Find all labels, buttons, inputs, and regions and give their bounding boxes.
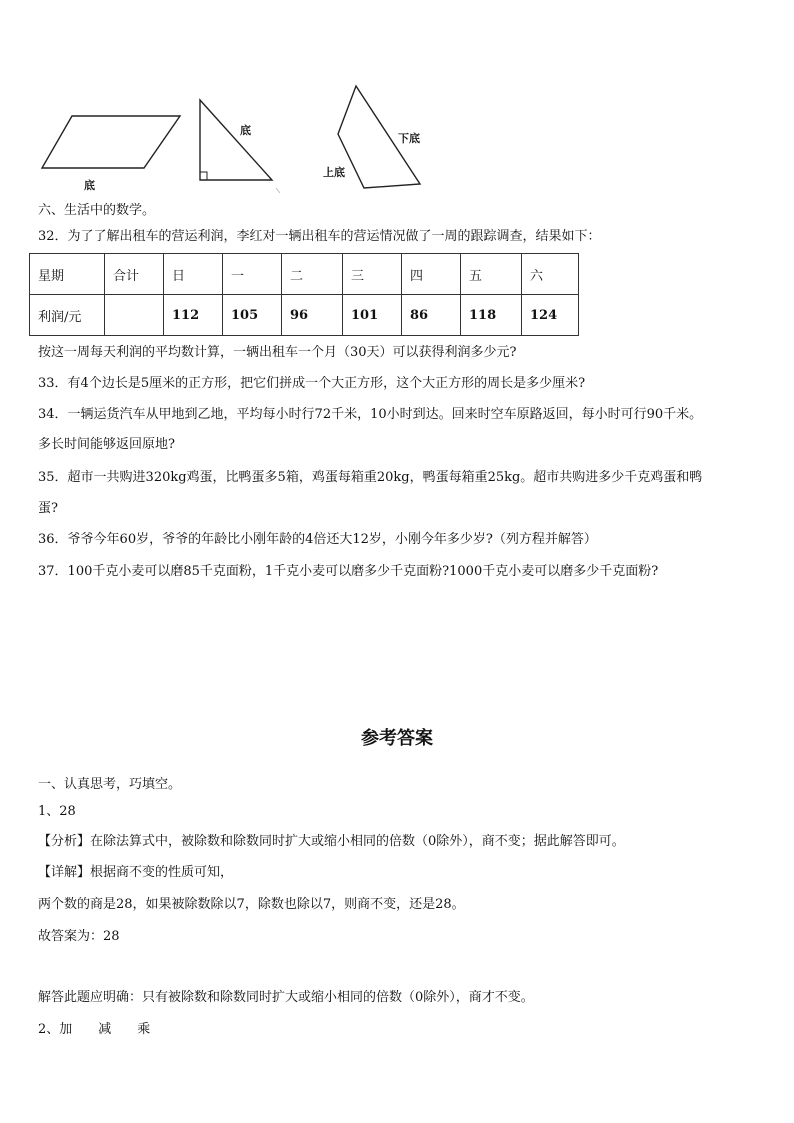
analysis-tag: 【分析】: [38, 834, 91, 849]
table-header-row: [30, 254, 579, 295]
total-cell: [105, 295, 164, 336]
section-6-heading: 六、生活中的数学。: [38, 203, 156, 218]
question-32: 32．为了了解出租车的营运利润，李红对一辆出租车的营运情况做了一周的跟踪调查，结果如下：: [38, 229, 601, 244]
value-cell: 86: [402, 295, 461, 336]
question-35-line1: 35．超市一共购进320kg鸡蛋，比鸭蛋多5箱，鸡蛋每箱重20kg，鸭蛋每箱重25kg。超市共购进多少千克鸡蛋和鸭: [38, 470, 703, 485]
header-cell: 一: [223, 254, 282, 295]
parallelogram-base-label: 底: [84, 179, 95, 192]
value-cell: 112: [164, 295, 223, 336]
header-cell: 合计: [105, 254, 164, 295]
question-36: 36．爷爷今年60岁，爷爷的年龄比小刚年龄的4倍还大12岁，小刚今年多少岁?（列方程并解答）: [38, 532, 597, 547]
detail-tag: 【详解】: [38, 865, 91, 880]
parallelogram-figure: [36, 110, 186, 172]
detail-line: [38, 864, 233, 882]
detail-text: 根据商不变的性质可知，: [90, 865, 234, 880]
value-cell: 118: [461, 295, 522, 336]
value-cell: 101: [343, 295, 402, 336]
header-cell: 六: [522, 254, 579, 295]
header-cell: 五: [461, 254, 522, 295]
question-35-line2: 蛋?: [38, 501, 58, 516]
header-cell: 四: [402, 254, 461, 295]
header-cell: 三: [343, 254, 402, 295]
note-line: 解答此题应明确：只有被除数和除数同时扩大或缩小相同的倍数（0除外），商才不变。: [38, 990, 534, 1005]
detail-line-2: 两个数的商是28，如果被除数除以7，除数也除以7，则商不变，还是28。: [38, 897, 465, 912]
analysis-text: 在除法算式中，被除数和除数同时扩大或缩小相同的倍数（0除外），商不变；据此解答即可。: [90, 834, 625, 849]
question-34-line1: 34．一辆运货汽车从甲地到乙地，平均每小时行72千米，10小时到达。回来时空车原路返回，每小时可行90千米。: [38, 407, 703, 422]
value-cell: 105: [223, 295, 282, 336]
table-row: [30, 295, 579, 336]
triangle-base-label: 底: [240, 124, 251, 137]
answers-title: 参考答案: [361, 728, 433, 749]
question-32-ask: 按这一周每天利润的平均数计算，一辆出租车一个月（30天）可以获得利润多少元?: [38, 345, 517, 360]
answers-section-1-heading: 一、认真思考，巧填空。: [38, 777, 182, 792]
trapezoid-bottom-base-label: 下底: [398, 132, 420, 145]
profit-table: [29, 253, 579, 336]
row-label-cell: 利润/元: [30, 295, 105, 336]
header-cell: 二: [282, 254, 343, 295]
answer-2: 2、加 减 乘: [38, 1022, 151, 1037]
question-33: 33．有4个边长是5厘米的正方形，把它们拼成一个大正方形，这个大正方形的周长是多少厘米?: [38, 376, 586, 391]
answer-1: 1、28: [38, 804, 76, 819]
trapezoid-top-base-label: 上底: [323, 166, 345, 179]
question-37: 37．100千克小麦可以磨85千克面粉，1千克小麦可以磨多少千克面粉?1000千克小麦可以磨多少千克面粉?: [38, 564, 659, 579]
question-34-line2: 多长时间能够返回原地?: [38, 437, 175, 452]
conclusion-line: 故答案为：28: [38, 929, 120, 944]
value-cell: 124: [522, 295, 579, 336]
header-cell: 日: [164, 254, 223, 295]
header-cell: 星期: [30, 254, 105, 295]
right-triangle-figure: [194, 96, 294, 196]
analysis-line: [38, 833, 625, 851]
value-cell: 96: [282, 295, 343, 336]
